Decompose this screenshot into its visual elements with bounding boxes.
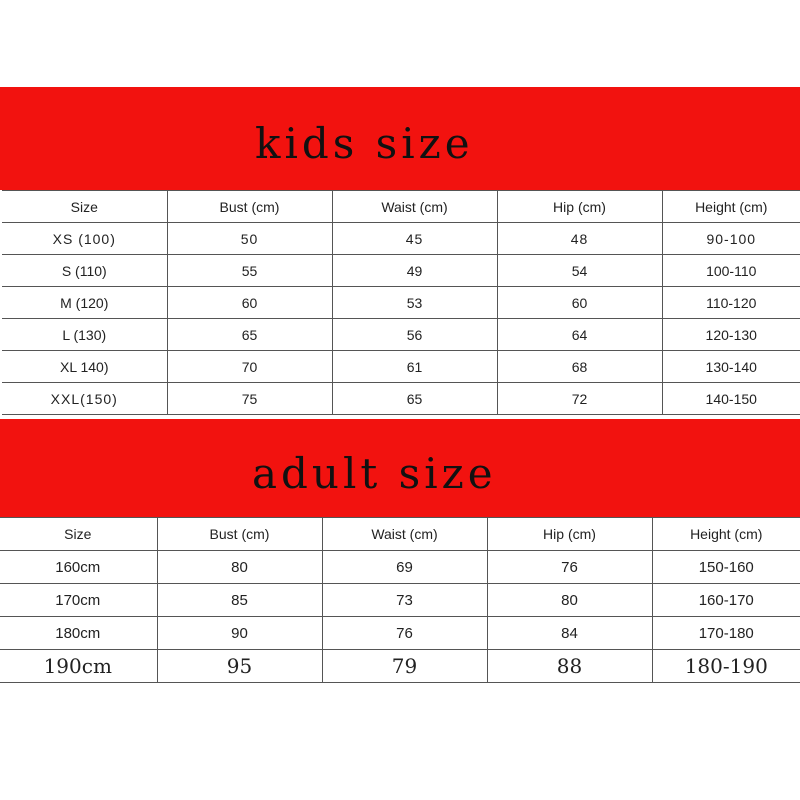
- cell-hip: 76: [487, 551, 652, 584]
- cell-bust: 75: [167, 383, 332, 415]
- cell-waist: 76: [322, 617, 487, 650]
- table-row: [0, 650, 800, 683]
- table-row: [0, 617, 800, 650]
- cell-height: 150-160: [652, 551, 800, 584]
- cell-height: 100-110: [662, 255, 800, 287]
- header-height: Height (cm): [662, 191, 800, 223]
- cell-hip: 84: [487, 617, 652, 650]
- cell-height: 130-140: [662, 351, 800, 383]
- table-row: [2, 319, 800, 351]
- cell-waist: 45: [332, 223, 497, 255]
- cell-size: L (130): [2, 319, 167, 351]
- header-hip: Hip (cm): [497, 191, 662, 223]
- table-row: [2, 223, 800, 255]
- table-row: [0, 551, 800, 584]
- cell-bust: 95: [157, 650, 322, 683]
- cell-height: 120-130: [662, 319, 800, 351]
- cell-size: XL 140): [2, 351, 167, 383]
- cell-hip: 60: [497, 287, 662, 319]
- table-header-row: [0, 518, 800, 551]
- kids-size-banner: [0, 87, 800, 190]
- header-size: Size: [2, 191, 167, 223]
- table-row: [2, 287, 800, 319]
- cell-size: M (120): [2, 287, 167, 319]
- header-size: Size: [0, 518, 157, 551]
- cell-waist: 61: [332, 351, 497, 383]
- cell-bust: 90: [157, 617, 322, 650]
- cell-height: 140-150: [662, 383, 800, 415]
- cell-bust: 50: [167, 223, 332, 255]
- cell-waist: 73: [322, 584, 487, 617]
- cell-size: 160cm: [0, 551, 157, 584]
- header-bust: Bust (cm): [167, 191, 332, 223]
- cell-waist: 79: [322, 650, 487, 683]
- header-waist: Waist (cm): [332, 191, 497, 223]
- cell-height: 180-190: [652, 650, 800, 683]
- table-row: [2, 383, 800, 415]
- header-hip: Hip (cm): [487, 518, 652, 551]
- cell-waist: 53: [332, 287, 497, 319]
- cell-height: 160-170: [652, 584, 800, 617]
- cell-height: 110-120: [662, 287, 800, 319]
- adult-size-banner: [0, 419, 800, 517]
- cell-bust: 80: [157, 551, 322, 584]
- cell-hip: 48: [497, 223, 662, 255]
- kids-size-title: kids size: [255, 119, 474, 168]
- cell-waist: 49: [332, 255, 497, 287]
- cell-waist: 56: [332, 319, 497, 351]
- cell-bust: 65: [167, 319, 332, 351]
- cell-bust: 85: [157, 584, 322, 617]
- cell-hip: 88: [487, 650, 652, 683]
- cell-bust: 60: [167, 287, 332, 319]
- cell-size: 190cm: [0, 650, 157, 683]
- table-row: [2, 255, 800, 287]
- cell-size: XS (100): [2, 223, 167, 255]
- cell-bust: 70: [167, 351, 332, 383]
- cell-size: S (110): [2, 255, 167, 287]
- cell-hip: 68: [497, 351, 662, 383]
- kids-size-table: [2, 190, 800, 415]
- adult-size-table: [0, 517, 800, 683]
- header-waist: Waist (cm): [322, 518, 487, 551]
- cell-size: 180cm: [0, 617, 157, 650]
- cell-height: 90-100: [662, 223, 800, 255]
- header-height: Height (cm): [652, 518, 800, 551]
- cell-hip: 64: [497, 319, 662, 351]
- cell-waist: 65: [332, 383, 497, 415]
- cell-hip: 54: [497, 255, 662, 287]
- cell-hip: 72: [497, 383, 662, 415]
- cell-hip: 80: [487, 584, 652, 617]
- cell-height: 170-180: [652, 617, 800, 650]
- cell-size: XXL(150): [2, 383, 167, 415]
- header-bust: Bust (cm): [157, 518, 322, 551]
- cell-waist: 69: [322, 551, 487, 584]
- table-row: [2, 351, 800, 383]
- adult-size-title: adult size: [252, 449, 497, 498]
- cell-size: 170cm: [0, 584, 157, 617]
- cell-bust: 55: [167, 255, 332, 287]
- table-header-row: [2, 191, 800, 223]
- table-row: [0, 584, 800, 617]
